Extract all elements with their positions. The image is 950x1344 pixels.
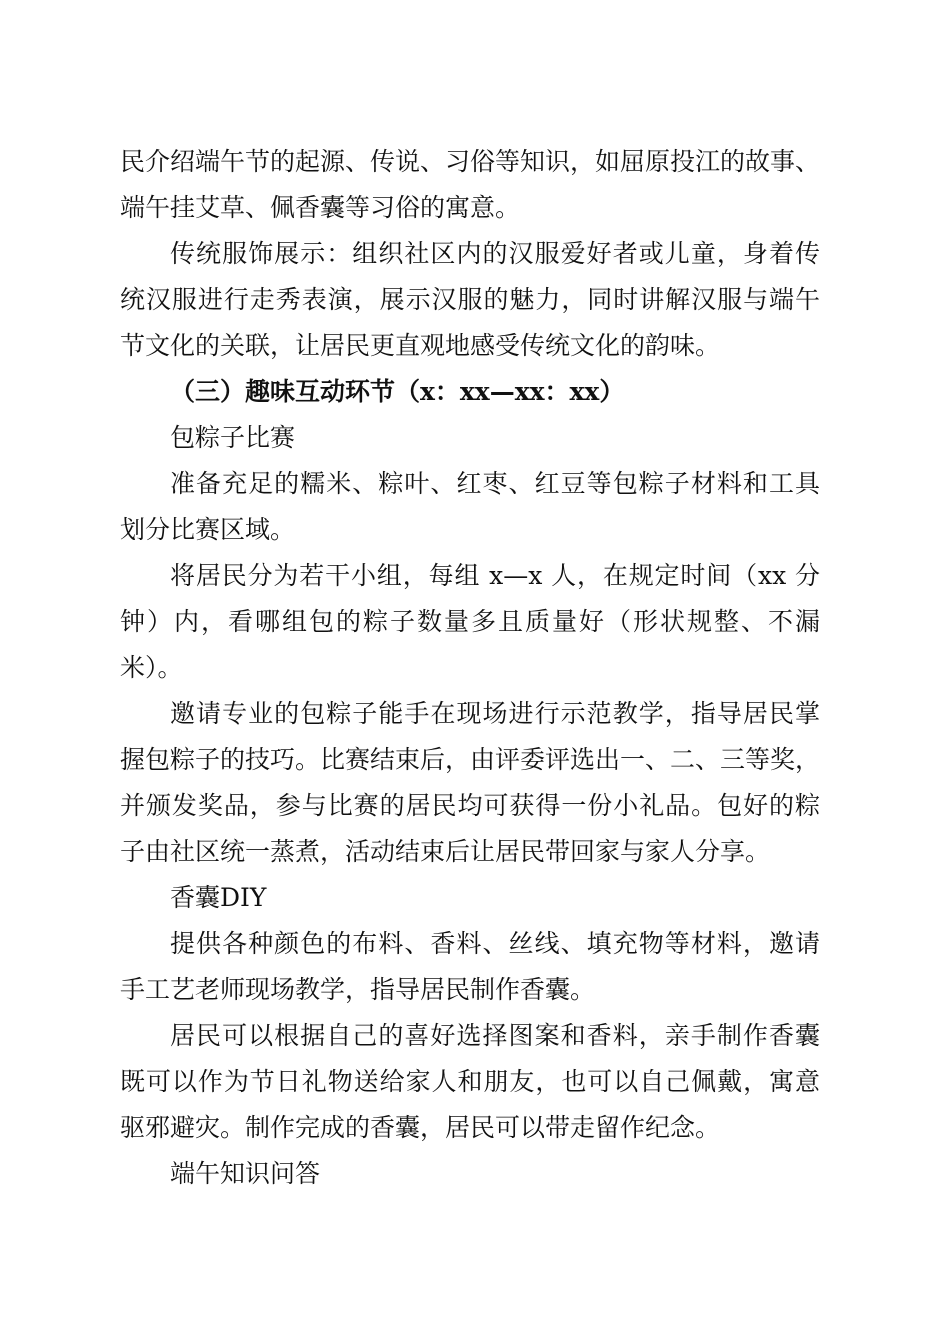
paragraph-line: 并颁发奖品，参与比赛的居民均可获得一份小礼品。包好的粽 (120, 791, 820, 820)
paragraph-line: 驱邪避灾。制作完成的香囊，居民可以带走留作纪念。 (120, 1113, 721, 1142)
paragraph-line: 划分比赛区域。 (120, 515, 296, 544)
paragraph-line: 提供各种颜色的布料、香料、丝线、填充物等材料，邀请 (170, 929, 820, 958)
paragraph-line: 钟）内，看哪组包的粽子数量多且质量好（形状规整、不漏 (120, 607, 820, 636)
paragraph-line: 握包粽子的技巧。比赛结束后，由评委评选出一、二、三等奖， (120, 745, 821, 774)
paragraph-line: 子由社区统一蒸煮，活动结束后让居民带回家与家人分享。 (120, 837, 771, 866)
paragraph-line: 统汉服进行走秀表演，展示汉服的魅力，同时讲解汉服与端午 (120, 285, 820, 314)
paragraph-line: 居民可以根据自己的喜好选择图案和香料，亲手制作香囊 (170, 1021, 820, 1050)
paragraph-line: 民介绍端午节的起源、传说、习俗等知识，如屈原投江的故事、 (120, 147, 821, 176)
subheading: 端午知识问答 (170, 1159, 321, 1188)
section-heading: （三）趣味互动环节（x：xx—xx：xx） (170, 377, 625, 406)
paragraph-line: 邀请专业的包粽子能手在现场进行示范教学，指导居民掌 (170, 699, 820, 728)
paragraph-line: 将居民分为若干小组，每组 x—x 人，在规定时间（xx 分 (170, 561, 820, 590)
subheading: 香囊DIY (170, 883, 267, 912)
paragraph-line: 既可以作为节日礼物送给家人和朋友，也可以自己佩戴，寓意 (120, 1067, 820, 1096)
paragraph-line: 节文化的关联，让居民更直观地感受传统文化的韵味。 (120, 331, 721, 360)
paragraph-line: 传统服饰展示：组织社区内的汉服爱好者或儿童，身着传 (170, 239, 820, 268)
paragraph-line: 米）。 (120, 653, 183, 682)
paragraph-line: 端午挂艾草、佩香囊等习俗的寓意。 (120, 193, 521, 222)
subheading: 包粽子比赛 (170, 423, 296, 452)
paragraph-line: 准备充足的糯米、粽叶、红枣、红豆等包粽子材料和工具 (170, 469, 820, 498)
paragraph-line: 手工艺老师现场教学，指导居民制作香囊。 (120, 975, 596, 1004)
